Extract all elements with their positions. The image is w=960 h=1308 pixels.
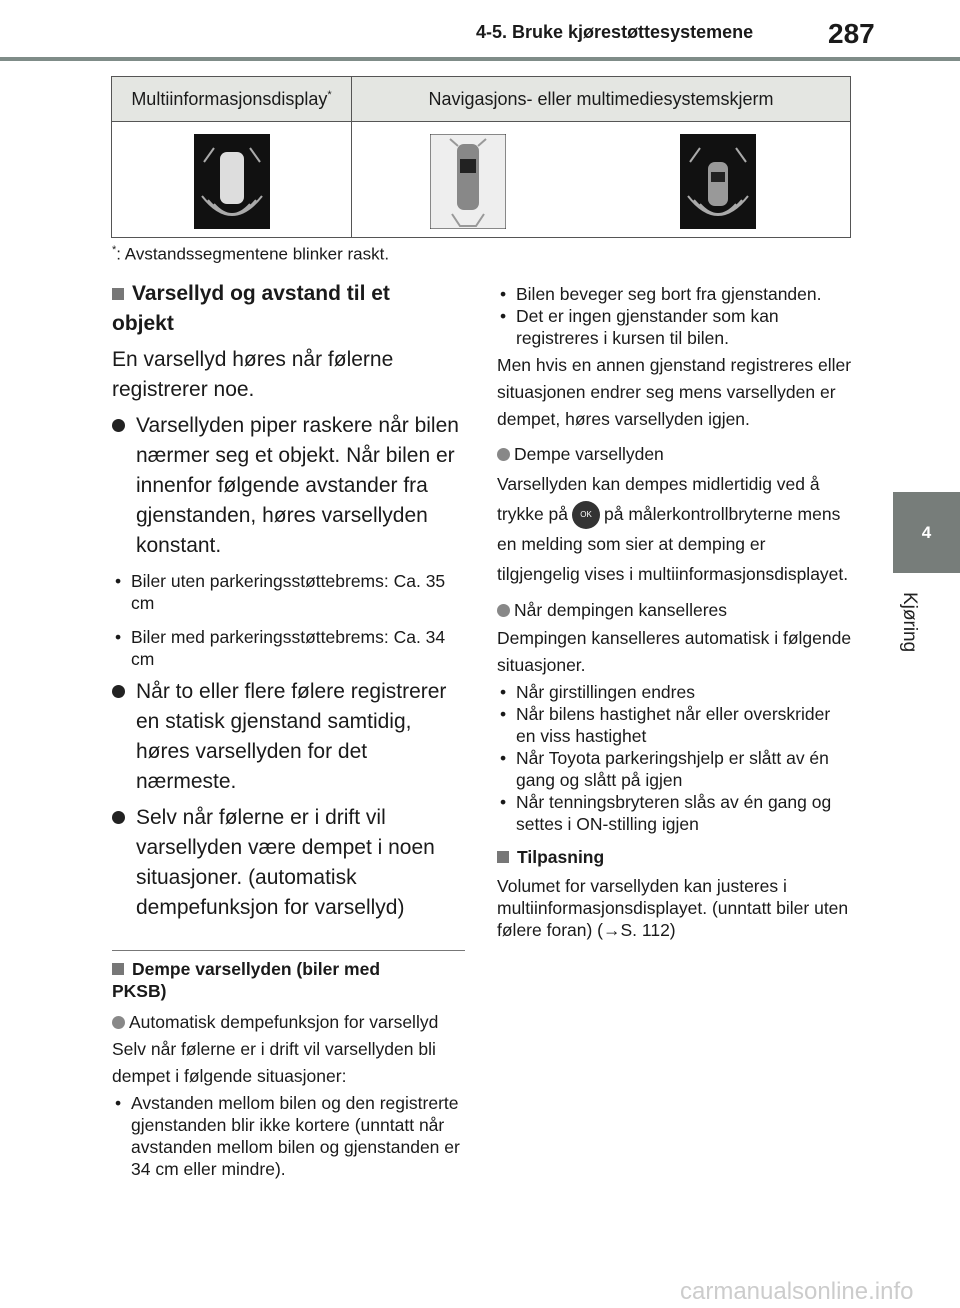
chapter-label: Kjøring [899,592,920,653]
paragraph: Men hvis en annen gjenstand registreres eller situasjonen endrer seg mens varsellyden er dempet, høres varsellyden igjen. [497,355,852,429]
list-item: • Det er ingen gjenstander som kan registreres i kursen til bilen. [497,305,852,349]
square-bullet-icon [112,963,124,975]
chapter-tab: 4 [893,492,960,573]
subheading: Dempe varsellyden [497,443,852,465]
col-header-multiinfo: Multiinformasjonsdisplay* [112,77,352,122]
multiinfo-image-cell [112,122,352,238]
list-item: • Når tenningsbryteren slås av én gang og settes i ON-stilling igjen [497,791,852,835]
parking-sensor-nav-icon [430,134,506,229]
paragraph: Volumet for varsellyden kan justeres i multiinformasjonsdisplayet. (unntatt biler uten følere foran) (→S. 112) [497,876,849,941]
col-header-nav: Navigasjons- eller multimediesystemskjerm [352,77,851,122]
ok-button-icon: OK [572,501,600,529]
bullet-dot-icon [112,811,125,824]
bullet-item: Varsellyden piper raskere når bilen nærmer seg et objekt. Når bilen er innenfor følgende avstander fra gjenstanden, høres varsellyden konstant. [112,411,465,561]
left-column [112,279,465,1180]
circle-bullet-icon [497,604,510,617]
subheading: Automatisk dempefunksjon for varsellyd [112,1011,465,1033]
watermark: carmanualsonline.info [680,1278,914,1305]
bullet-dot-icon [112,419,125,432]
list-item: • Når bilens hastighet når eller overskrider en viss hastighet [497,703,852,747]
heading-warning-sound: Varsellyd og avstand til et objekt [112,282,390,335]
right-column [497,283,852,941]
square-bullet-icon [112,288,124,300]
header-rule [0,57,960,61]
divider [112,950,465,951]
page-number: 287 [828,18,875,49]
heading-mute-pksb: Dempe varsellyden (biler med PKSB) [112,959,381,1001]
list-item: • Når Toyota parkeringshjelp er slått av én gang og slått på igjen [497,747,852,791]
section-title: 4-5. Bruke kjørestøttesystemene [476,22,754,42]
distance-item: • Biler uten parkeringsstøttebrems: Ca. 35 cm [112,570,451,614]
subheading: Når dempingen kanselleres [497,599,852,621]
parking-sensor-display-icon [194,134,270,229]
square-bullet-icon [497,851,509,863]
list-item: • Når girstillingen endres [497,681,852,703]
distance-item: • Biler med parkeringsstøttebrems: Ca. 34 cm [112,626,451,670]
circle-bullet-icon [497,448,510,461]
bullet-item: Selv når følerne er i drift vil varsellyden være dempet i noen situasjoner. (automatisk dempefunksjon for varsellyd) [112,803,465,923]
parking-sensor-display-icon-2 [680,134,756,229]
bullet-dot-icon [112,685,125,698]
paragraph: En varsellyd høres når følerne registrerer noe. [112,348,394,401]
footnote: *: Avstandssegmentene blinker raskt. [112,244,390,264]
paragraph: Dempingen kanselleres automatisk i følgende situasjoner. [497,628,852,676]
heading-customization: Tilpasning [497,846,852,868]
bullet-item: Når to eller flere følere registrerer en statisk gjenstand samtidig, høres varsellyden for det nærmeste. [112,677,465,797]
list-item: • Avstanden mellom bilen og den registrerte gjenstanden blir ikke kortere (unntatt når avstanden mellom bilen og gjenstanden er 34 cm eller mindre). [112,1092,465,1180]
paragraph: Varsellyden kan dempes midlertidig ved å trykke på OK på målerkontrollbryterne mens en melding som sier at demping er tilgjengelig vises i multiinformasjonsdisplayet. [497,474,849,585]
paragraph: Selv når følerne er i drift vil varsellyden bli dempet i følgende situasjoner: [112,1039,436,1086]
nav-image-cell [352,122,851,238]
circle-bullet-icon [112,1016,125,1029]
display-table [111,76,851,238]
list-item: • Bilen beveger seg bort fra gjenstanden. [497,283,852,305]
